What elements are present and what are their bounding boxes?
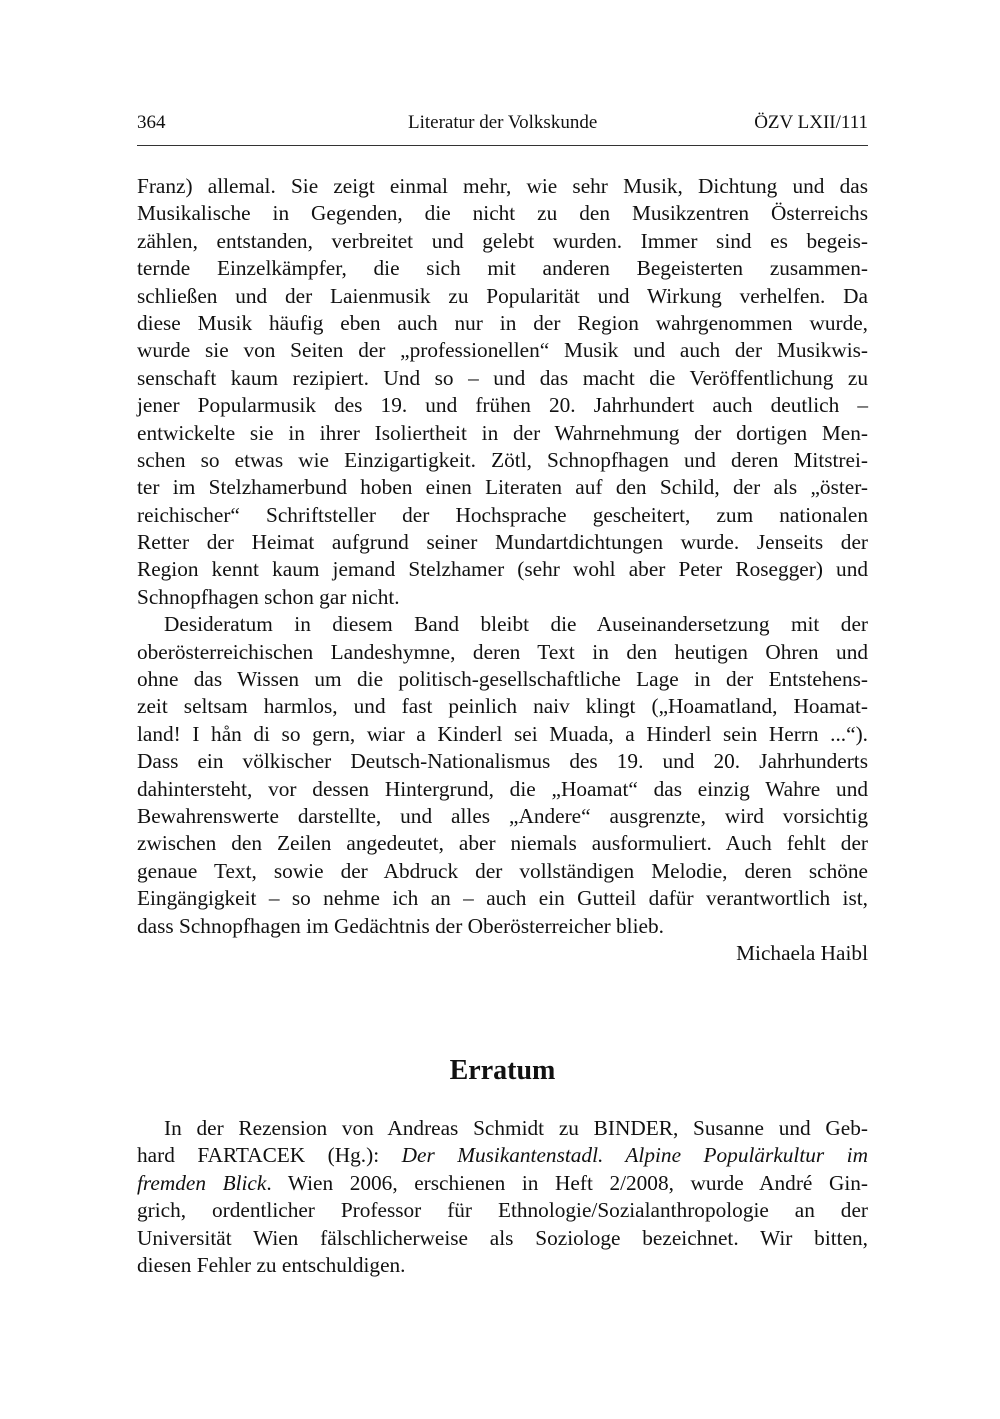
text-line: ternde Einzelkämpfer, die sich mit anderen Begeisterten zusammen- [137,256,868,281]
text-line: Retter der Heimat aufgrund seiner Mundartdichtungen wurde. Jenseits der [137,530,868,555]
header-rule [137,145,868,146]
text-line: diese Musik häufig eben auch nur in der Region wahrgenommen wurde, [137,310,868,335]
text-line: wurde sie von Seiten der „professionellen“ Musik und auch der Musikwis- [137,338,868,363]
text-line [137,1252,868,1279]
text-line [137,1170,868,1197]
text-line: ohne das Wissen um die politisch-gesellschaftliche Lage in der Entstehens- [137,667,868,692]
text-line: schen so etwas wie Einzigartigkeit. Zötl, Schnopfhagen und deren Mitstrei- [137,447,868,472]
text-segment: diesen Fehler zu entschuldigen. [137,1252,406,1277]
page-number: 364 [137,112,166,133]
text-line: Eingängigkeit – so nehme ich an – auch ein Gutteil dafür verantwortlich ist, [137,886,868,911]
text-segment: hard FARTACEK (Hg.): [137,1143,402,1168]
text-segment: In der Rezension von Andreas Schmidt zu BINDER, Susanne und Geb- [164,1116,868,1140]
text-line [137,1142,868,1169]
section-title: Literatur der Volkskunde [408,112,598,133]
review-author: Michaela Haibl [736,940,868,965]
text-line: Region kennt kaum jemand Stelzhamer (sehr wohl aber Peter Rosegger) und [137,557,868,582]
text-line: entwickelte sie in ihrer Isoliertheit in der Wahrnehmung der dortigen Men- [137,420,868,445]
text-segment: grich, ordentlicher Professor für Ethnologie/Sozialanthropologie an der [137,1198,868,1223]
text-line: senschaft kaum rezipiert. Und so – und das macht die Veröffentlichung zu [137,365,868,390]
review-text [137,173,868,967]
text-line [137,1225,868,1252]
running-header [137,112,868,142]
text-line: reichischer“ Schriftsteller der Hochsprache gescheitert, zum nationalen [137,502,868,527]
text-line: ter im Stelzhamerbund hoben einen Literaten auf den Schild, der als „öster- [137,475,868,500]
text-line: oberösterreichischen Landeshymne, deren Text in den heutigen Ohren und [137,639,868,664]
text-segment: . Wien 2006, erschienen in Heft 2/2008, wurde André Gin- [266,1170,868,1195]
text-line: Franz) allemal. Sie zeigt einmal mehr, wie sehr Musik, Dichtung und das [137,174,868,198]
text-line: jener Popularmusik des 19. und frühen 20. Jahrhundert auch deutlich – [137,393,868,418]
journal-issue: ÖZV LXII/111 [754,112,868,133]
text-line [137,1197,868,1224]
erratum-text [137,1115,868,1279]
text-line: dahintersteht, vor dessen Hintergrund, die „Hoamat“ das einzig Wahre und [137,776,868,801]
text-line: zählen, entstanden, verbreitet und gelebt wurden. Immer sind es begeis- [137,228,868,253]
text-line: Dass ein völkischer Deutsch-Nationalismus des 19. und 20. Jahrhunderts [137,749,868,774]
text-line: schließen und der Laienmusik zu Popularität und Wirkung verhelfen. Da [137,283,868,308]
text-line: zeit seltsam harmlos, und fast peinlich naiv klingt („Hoamatland, Hoamat- [137,694,868,719]
text-line: genaue Text, sowie der Abdruck der vollständigen Melodie, deren schöne [137,858,868,883]
erratum-heading: Erratum [449,1055,556,1086]
text-line: Schnopfhagen schon gar nicht. [137,584,400,609]
text-line: dass Schnopfhagen im Gedächtnis der Oberösterreicher blieb. [137,913,664,938]
italic-title-segment: Der Musikantenstadl. Alpine Populärkultur im [401,1143,868,1168]
text-segment: Universität Wien fälschlicherweise als Soziologe bezeichnet. Wir bitten, [137,1225,868,1250]
text-line: Bewahrenswerte darstellte, und alles „Andere“ ausgrenzte, wird vorsichtig [137,803,868,828]
italic-title-segment: fremden Blick [137,1170,267,1195]
text-line [137,1115,868,1142]
text-line: zwischen den Zeilen angedeutet, aber niemals ausformuliert. Auch fehlt der [137,831,868,856]
text-line: land! I hån di so gern, wiar a Kinderl sei Muada, a Hinderl sein Herrn ...“). [137,721,868,746]
text-line: Musikalische in Gegenden, die nicht zu den Musikzentren Österreichs [137,201,868,226]
text-line: Desideratum in diesem Band bleibt die Auseinandersetzung mit der [164,612,868,637]
